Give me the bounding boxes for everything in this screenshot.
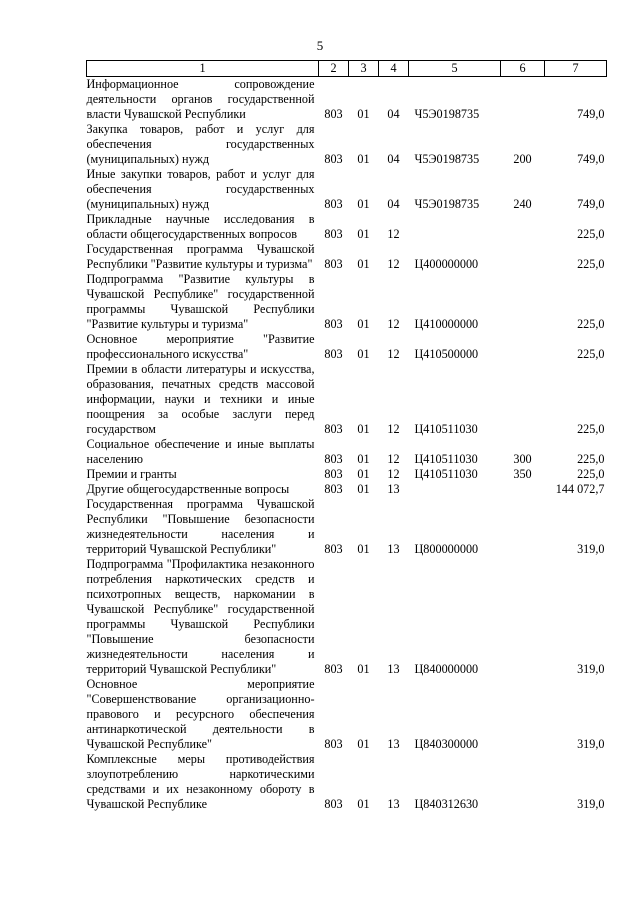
row-section: 01 — [357, 257, 370, 271]
table-row — [87, 362, 607, 437]
row-expense-type — [501, 212, 545, 242]
row-name: Основное мероприятие "Развитие профессионального искусства" — [86, 332, 315, 361]
header-col-7: 7 — [545, 61, 607, 77]
row-grbs: 803 — [324, 422, 343, 436]
row-expense-type — [501, 272, 545, 332]
row-subsection: 13 — [387, 797, 400, 811]
table-row — [87, 212, 607, 242]
row-target-article: Ц410500000 — [414, 347, 479, 361]
row-grbs: 803 — [324, 347, 343, 361]
row-name: Информационное сопровождение деятельности органов государственной власти Чувашской Республики — [86, 77, 315, 121]
row-section: 01 — [357, 467, 370, 481]
row-name: Премии и гранты — [86, 467, 177, 481]
row-expense-type — [501, 332, 545, 362]
table-row — [87, 752, 607, 812]
row-amount: 225,0 — [577, 467, 605, 481]
header-col-5: 5 — [409, 61, 501, 77]
row-name: Другие общегосударственные вопросы — [86, 482, 290, 496]
row-section: 01 — [357, 107, 370, 121]
row-target-article: Ц410511030 — [414, 452, 478, 466]
row-subsection: 04 — [387, 152, 400, 166]
table-row — [87, 677, 607, 752]
row-expense-type — [501, 362, 545, 437]
row-expense-type — [501, 752, 545, 812]
page-number: 5 — [316, 38, 324, 53]
row-expense-type: 200 — [513, 152, 532, 166]
row-name: Подпрограмма "Профилактика незаконного потребления наркотических средств и психотропных веществ, наркомании в Чувашской Республике" государственной программы Чувашской Республики "Повышение безопасности жизнедеятельности населения и территорий Чувашской Республики" — [86, 557, 315, 676]
row-section: 01 — [357, 347, 370, 361]
row-grbs: 803 — [324, 482, 343, 496]
row-name: Закупка товаров, работ и услуг для обеспечения государственных (муниципальных) нужд — [86, 122, 315, 166]
row-target-article — [409, 212, 501, 242]
table-header — [87, 61, 607, 77]
header-col-3: 3 — [349, 61, 379, 77]
row-name: Основное мероприятие "Совершенствование организационно-правового и ресурсного обеспечения антинаркотической деятельности в Чувашской Республике" — [86, 677, 315, 751]
table-row — [87, 122, 607, 167]
row-amount: 225,0 — [577, 422, 605, 436]
row-target-article: Ч5Э0198735 — [414, 197, 480, 211]
row-section: 01 — [357, 227, 370, 241]
row-section: 01 — [357, 152, 370, 166]
header-col-4: 4 — [379, 61, 409, 77]
row-grbs: 803 — [324, 452, 343, 466]
row-section: 01 — [357, 452, 370, 466]
row-subsection: 13 — [387, 662, 400, 676]
row-grbs: 803 — [324, 737, 343, 751]
row-amount: 749,0 — [577, 107, 605, 121]
row-subsection: 12 — [387, 467, 400, 481]
row-section: 01 — [357, 317, 370, 331]
row-section: 01 — [357, 197, 370, 211]
row-name: Социальное обеспечение и иные выплаты населению — [86, 437, 315, 466]
row-name: Иные закупки товаров, работ и услуг для обеспечения государственных (муниципальных) нужд — [86, 167, 315, 211]
row-amount: 319,0 — [577, 737, 605, 751]
row-section: 01 — [357, 737, 370, 751]
row-amount: 749,0 — [577, 152, 605, 166]
row-amount: 225,0 — [577, 257, 605, 271]
row-target-article: Ц410000000 — [414, 317, 479, 331]
row-amount: 319,0 — [577, 542, 605, 556]
row-subsection: 12 — [387, 422, 400, 436]
header-col-6: 6 — [501, 61, 545, 77]
table-row — [87, 557, 607, 677]
row-section: 01 — [357, 422, 370, 436]
row-expense-type: 350 — [513, 467, 532, 481]
row-expense-type — [501, 677, 545, 752]
row-grbs: 803 — [324, 542, 343, 556]
row-expense-type — [501, 557, 545, 677]
row-grbs: 803 — [324, 197, 343, 211]
row-subsection: 12 — [387, 317, 400, 331]
row-amount: 749,0 — [577, 197, 605, 211]
row-target-article: Ц840312630 — [414, 797, 479, 811]
row-expense-type — [501, 497, 545, 557]
row-target-article: Ц410511030 — [414, 467, 478, 481]
row-name: Государственная программа Чувашской Республики "Повышение безопасности жизнедеятельности населения и территорий Чувашской Республики" — [86, 497, 315, 556]
table-row — [87, 242, 607, 272]
row-target-article: Ч5Э0198735 — [414, 107, 480, 121]
table-row — [87, 77, 607, 123]
row-amount: 319,0 — [577, 662, 605, 676]
row-target-article: Ц400000000 — [414, 257, 479, 271]
row-target-article: Ц800000000 — [414, 542, 479, 556]
row-name: Комплексные меры противодействия злоупотреблению наркотическими средствами и их незаконному обороту в Чувашской Республике — [86, 752, 315, 811]
row-subsection: 13 — [387, 542, 400, 556]
table-row — [87, 332, 607, 362]
row-subsection: 12 — [387, 452, 400, 466]
row-name: Государственная программа Чувашской Республики "Развитие культуры и туризма" — [86, 242, 315, 271]
row-amount: 225,0 — [577, 347, 605, 361]
row-grbs: 803 — [324, 107, 343, 121]
row-amount: 319,0 — [577, 797, 605, 811]
row-subsection: 13 — [387, 737, 400, 751]
row-expense-type — [501, 482, 545, 497]
header-col-1: 1 — [87, 61, 319, 77]
row-target-article: Ц840000000 — [414, 662, 479, 676]
row-expense-type: 240 — [513, 197, 532, 211]
row-section: 01 — [357, 482, 370, 496]
table-row — [87, 482, 607, 497]
row-target-article: Ц840300000 — [414, 737, 479, 751]
row-section: 01 — [357, 797, 370, 811]
row-section: 01 — [357, 662, 370, 676]
row-subsection: 04 — [387, 197, 400, 211]
row-grbs: 803 — [324, 227, 343, 241]
row-target-article: Ч5Э0198735 — [414, 152, 480, 166]
row-section: 01 — [357, 542, 370, 556]
row-expense-type: 300 — [513, 452, 532, 466]
row-name: Прикладные научные исследования в области общегосударственных вопросов — [86, 212, 315, 241]
row-expense-type — [501, 77, 545, 123]
table-row — [87, 272, 607, 332]
row-amount: 225,0 — [577, 452, 605, 466]
row-grbs: 803 — [324, 317, 343, 331]
row-subsection: 13 — [387, 482, 400, 496]
row-name: Подпрограмма "Развитие культуры в Чувашской Республике" государственной программы Чувашской Республики "Развитие культуры и туризма" — [86, 272, 315, 331]
table-row — [87, 497, 607, 557]
header-col-2: 2 — [319, 61, 349, 77]
row-amount: 144 072,7 — [555, 482, 605, 496]
table-row — [87, 467, 607, 482]
row-amount: 225,0 — [577, 317, 605, 331]
row-grbs: 803 — [324, 467, 343, 481]
row-grbs: 803 — [324, 662, 343, 676]
row-subsection: 12 — [387, 227, 400, 241]
row-subsection: 12 — [387, 347, 400, 361]
row-amount: 225,0 — [577, 227, 605, 241]
row-grbs: 803 — [324, 152, 343, 166]
table-row — [87, 167, 607, 212]
table-body — [87, 77, 607, 813]
row-subsection: 04 — [387, 107, 400, 121]
budget-table — [86, 60, 607, 812]
row-name: Премии в области литературы и искусства, образования, печатных средств массовой информации, науки и техники и иные поощрения за особые заслуги перед государством — [86, 362, 315, 436]
row-subsection: 12 — [387, 257, 400, 271]
table-row — [87, 437, 607, 467]
row-target-article: Ц410511030 — [414, 422, 478, 436]
row-target-article — [409, 482, 501, 497]
row-grbs: 803 — [324, 797, 343, 811]
row-expense-type — [501, 242, 545, 272]
row-grbs: 803 — [324, 257, 343, 271]
